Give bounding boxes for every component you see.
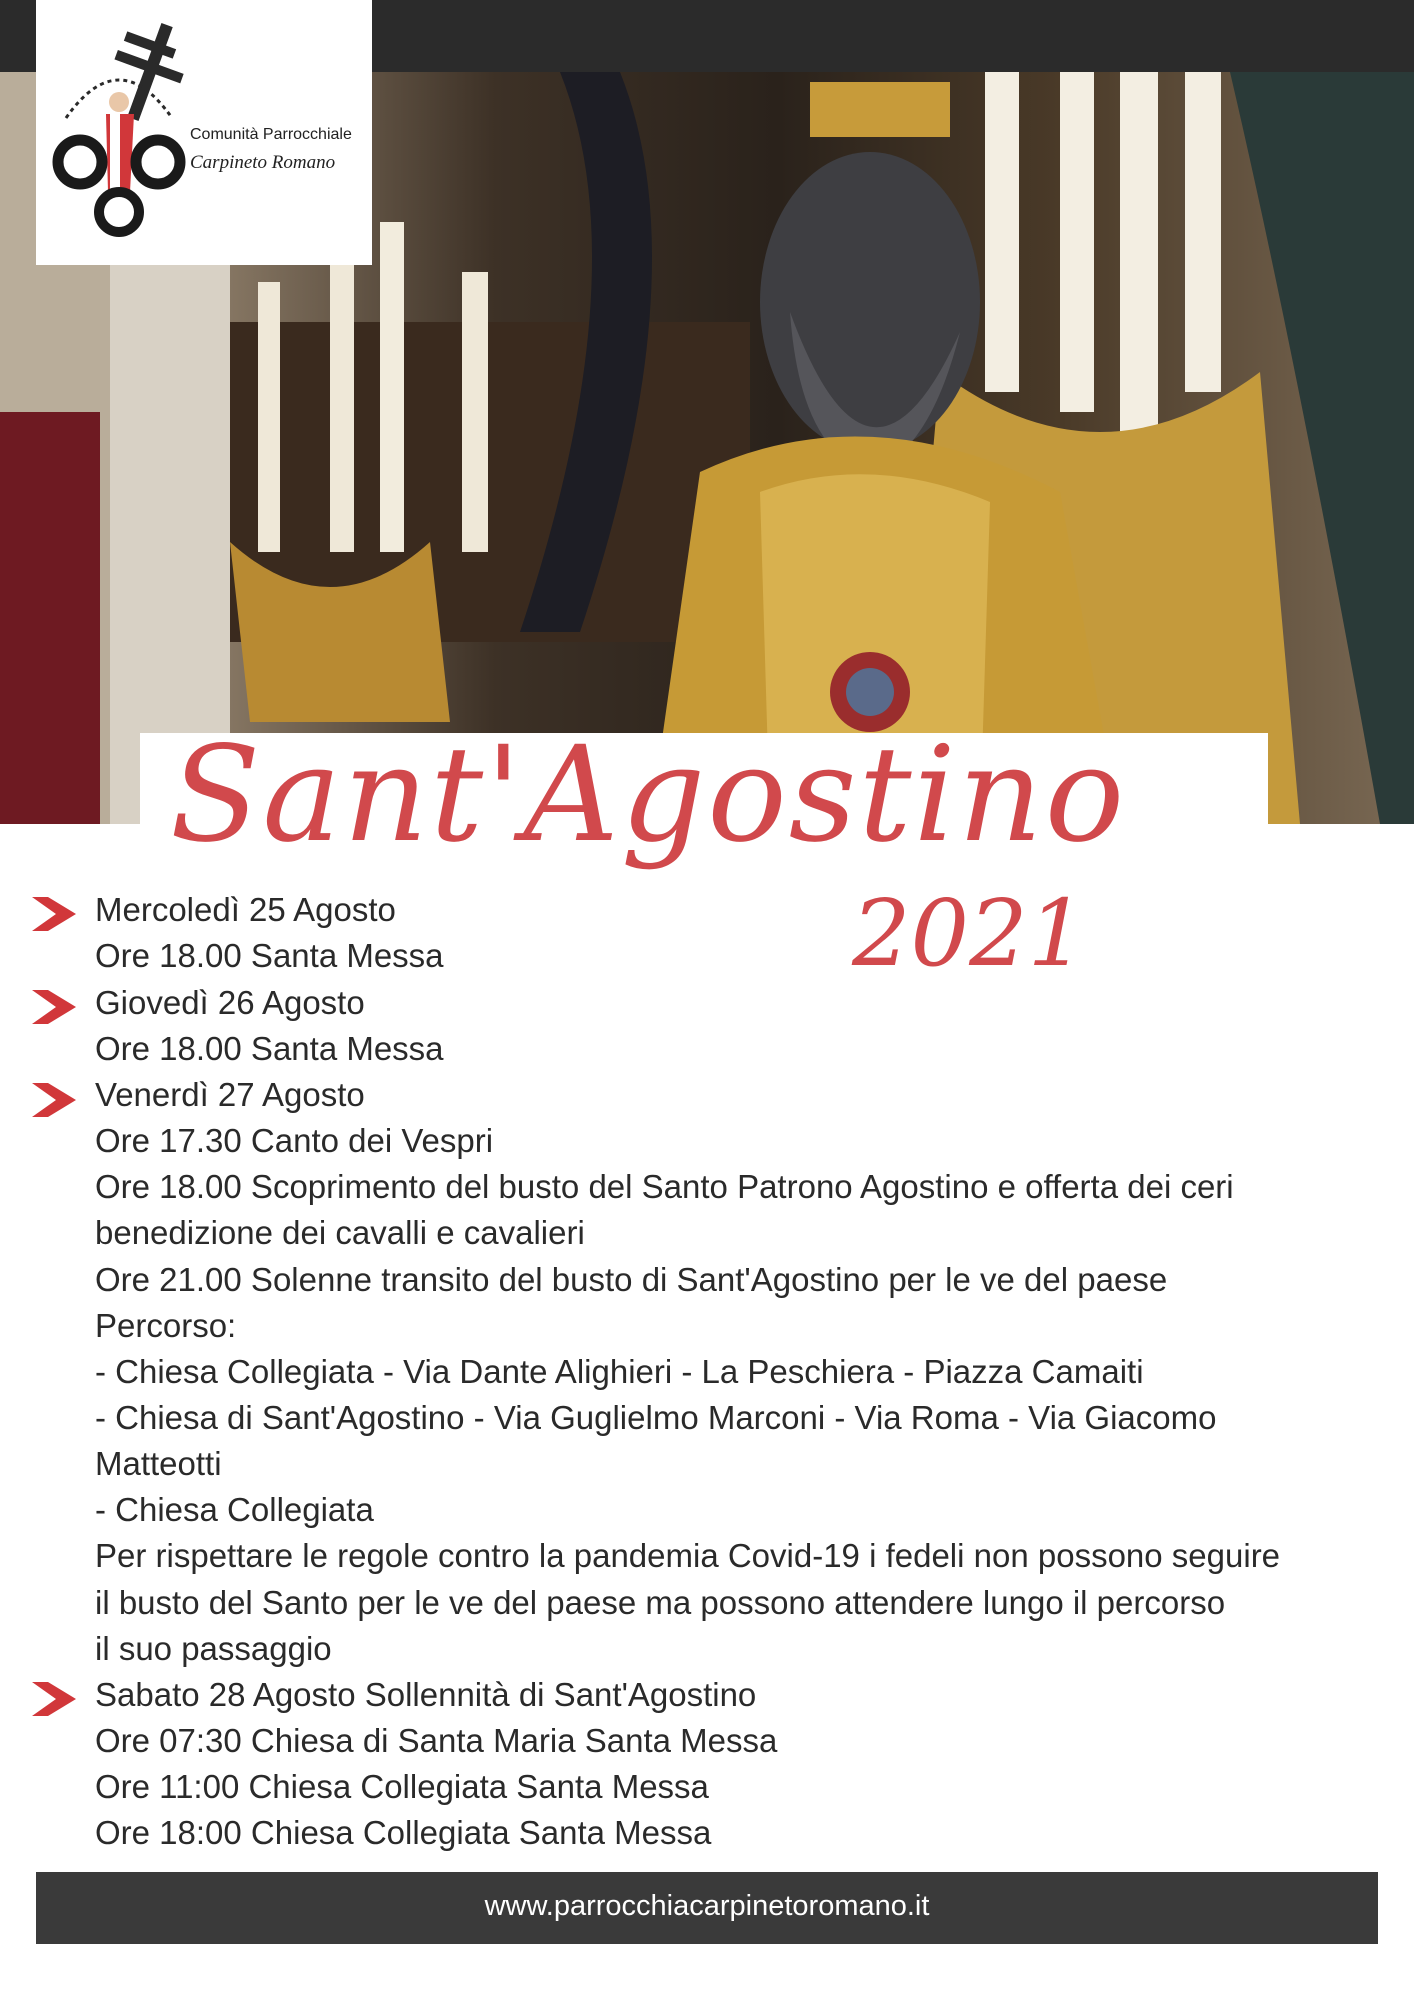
schedule-line: Ore 11:00 Chiesa Collegiata Santa Messa [95, 1768, 709, 1805]
schedule-line: - Chiesa Collegiata - Via Dante Alighieri - La Peschiera - Piazza Camaiti [95, 1353, 1144, 1390]
schedule-line: - Chiesa Collegiata [95, 1491, 374, 1528]
cross-logo-icon [44, 22, 194, 252]
chevron-right-icon [32, 1682, 76, 1716]
day-heading: Sabato 28 Agosto Sollennità di Sant'Agostino [95, 1676, 757, 1713]
schedule-line: Ore 18.00 Santa Messa [95, 1030, 444, 1067]
schedule-line: il suo passaggio [95, 1630, 332, 1667]
chevron-right-icon [32, 897, 76, 931]
parish-logo [36, 0, 372, 265]
schedule-line: benedizione dei cavalli e cavalieri [95, 1214, 585, 1251]
logo-line2: Carpineto Romano [190, 152, 336, 173]
day-heading: Venerdì 27 Agosto [95, 1076, 365, 1113]
chevron-right-icon [32, 1083, 76, 1117]
schedule-line: Ore 21.00 Solenne transito del busto di Sant'Agostino per le ve del paese [95, 1261, 1168, 1298]
schedule-line: Ore 17.30 Canto dei Vespri [95, 1122, 494, 1159]
day-heading: Mercoledì 25 Agosto [95, 891, 396, 928]
schedule-line: - Chiesa di Sant'Agostino - Via Guglielmo Marconi - Via Roma - Via Giacomo [95, 1399, 1217, 1436]
logo-line1: Comunità Parrocchiale [190, 126, 352, 143]
chevron-right-icon [32, 990, 76, 1024]
footer-bar [36, 1872, 1378, 1944]
schedule-line: il busto del Santo per le ve del paese ma possono attendere lungo il percorso [95, 1584, 1226, 1621]
schedule-line: Ore 07:30 Chiesa di Santa Maria Santa Messa [95, 1722, 778, 1759]
schedule-line: Ore 18:00 Chiesa Collegiata Santa Messa [95, 1814, 712, 1851]
schedule-line: Ore 18.00 Santa Messa [95, 937, 444, 974]
schedule-line: Matteotti [95, 1445, 222, 1482]
schedule-line: Per rispettare le regole contro la pandemia Covid-19 i fedeli non possono seguire [95, 1537, 1281, 1574]
event-year: 2021 [852, 880, 1087, 987]
schedule-line: Ore 18.00 Scoprimento del busto del Santo Patrono Agostino e offerta dei ceri [95, 1168, 1234, 1205]
schedule-line: Percorso: [95, 1307, 237, 1344]
event-title: Sant'Agostino [170, 718, 1127, 872]
day-heading: Giovedì 26 Agosto [95, 984, 365, 1021]
website-link[interactable]: www.parrocchiacarpinetoromano.it [484, 1890, 930, 1922]
